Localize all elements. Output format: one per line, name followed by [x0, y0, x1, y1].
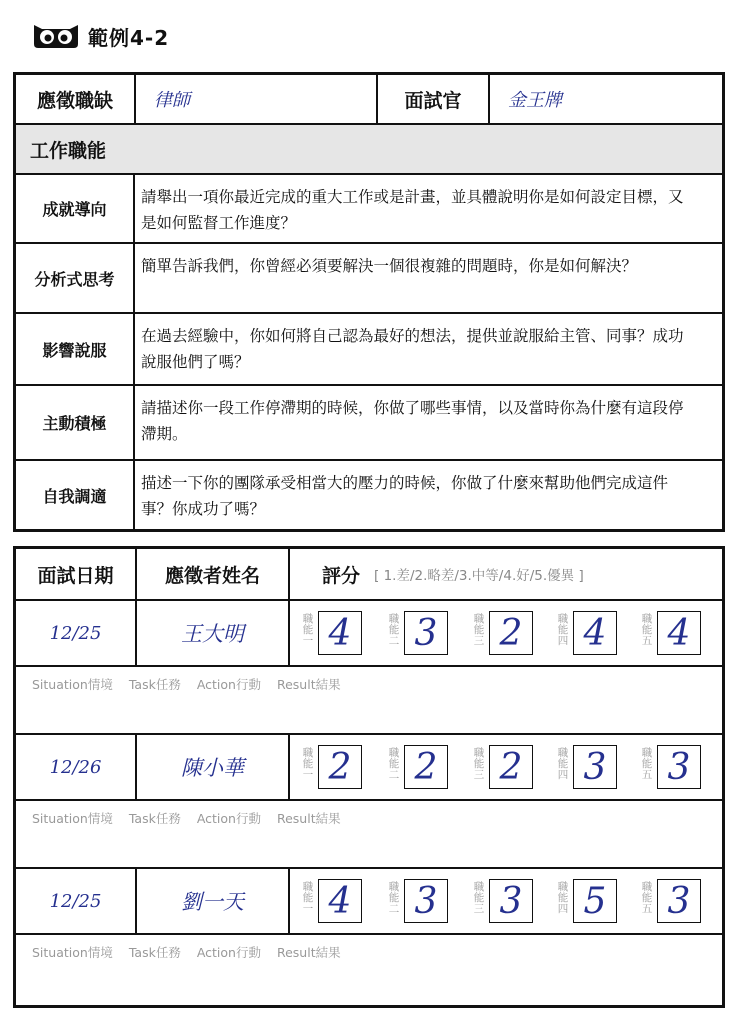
score-group	[290, 735, 722, 799]
owl-logo-icon	[32, 22, 80, 50]
candidate-row	[16, 735, 722, 801]
competency-table	[13, 72, 725, 532]
score-box[interactable]: 3	[489, 879, 533, 923]
evaluation-table	[13, 546, 725, 1008]
score-header	[290, 549, 722, 599]
task-label: Task任務	[128, 677, 181, 692]
skill-label: 職能四	[557, 747, 569, 781]
skill-label: 職能三	[473, 747, 485, 781]
candidate-name[interactable]: 劉一天	[137, 869, 290, 933]
competency-row	[16, 386, 722, 461]
score-group	[290, 601, 722, 665]
situation-label: Situation情境	[32, 945, 113, 960]
date-header: 面試日期	[16, 549, 137, 599]
result-label: Result結果	[276, 677, 341, 692]
score-box[interactable]: 4	[318, 879, 362, 923]
candidate-date[interactable]: 12/25	[16, 601, 137, 665]
candidate-row	[16, 601, 722, 667]
competency-label: 主動積極	[16, 386, 135, 459]
interviewer-field[interactable]: 金王牌	[508, 90, 562, 111]
action-label: Action行動	[196, 811, 261, 826]
task-label: Task任務	[128, 811, 181, 826]
situation-label: Situation情境	[32, 811, 113, 826]
skill-label: 職能四	[557, 613, 569, 647]
evaluation-header-row	[16, 549, 722, 601]
score-box[interactable]: 2	[404, 745, 448, 789]
position-label: 應徵職缺	[16, 75, 136, 123]
score-box[interactable]: 4	[573, 611, 617, 655]
skill-label: 職能三	[473, 881, 485, 915]
competency-row	[16, 175, 722, 244]
competency-question: 簡單告訴我們，你曾經必須要解決一個很複雜的問題時，你是如何解決？	[141, 257, 638, 275]
competency-row	[16, 244, 722, 314]
score-group	[290, 869, 722, 933]
competency-label: 影響說服	[16, 314, 135, 384]
candidate-name[interactable]: 陳小華	[137, 735, 290, 799]
score-box[interactable]: 5	[573, 879, 617, 923]
candidate-date[interactable]: 12/26	[16, 735, 137, 799]
score-box[interactable]: 2	[318, 745, 362, 789]
position-field[interactable]: 律師	[136, 75, 378, 123]
result-label: Result結果	[276, 945, 341, 960]
score-box[interactable]: 4	[318, 611, 362, 655]
position-row	[16, 75, 722, 125]
candidate-name[interactable]: 王大明	[137, 601, 290, 665]
competency-label: 分析式思考	[16, 244, 135, 312]
page-header	[32, 20, 169, 52]
skill-label: 職能五	[641, 747, 653, 781]
skill-label: 職能一	[302, 747, 314, 781]
score-box[interactable]: 3	[404, 879, 448, 923]
competency-label: 成就導向	[16, 175, 135, 242]
candidate-date[interactable]: 12/25	[16, 869, 137, 933]
competency-question: 描述一下你的團隊承受相當大的壓力的時候，你做了什麼來幫助他們完成這件事？你成功了嗎？	[141, 474, 669, 518]
skill-label: 職能二	[388, 613, 400, 647]
score-box[interactable]: 2	[489, 745, 533, 789]
skill-label: 職能三	[473, 613, 485, 647]
competency-row	[16, 461, 722, 529]
skill-label: 職能五	[641, 613, 653, 647]
skill-label: 職能一	[302, 613, 314, 647]
competency-question: 請描述你一段工作停滯期的時候，你做了哪些事情，以及當時你為什麼有這段停滯期。	[141, 399, 684, 443]
competency-row	[16, 314, 722, 386]
score-title: 評分	[322, 564, 361, 587]
action-label: Action行動	[196, 945, 261, 960]
star-notes-area[interactable]	[16, 935, 722, 1005]
competency-label: 自我調適	[16, 461, 135, 529]
star-notes-area[interactable]	[16, 667, 722, 735]
candidate-row	[16, 869, 722, 935]
section-title: 工作職能	[16, 125, 722, 175]
page-title: 範例4-2	[88, 25, 170, 50]
name-header: 應徵者姓名	[137, 549, 290, 599]
skill-label: 職能一	[302, 881, 314, 915]
task-label: Task任務	[128, 945, 181, 960]
score-scale: [ 1.差/2.略差/3.中等/4.好/5.優異 ]	[374, 568, 584, 584]
star-notes-area[interactable]	[16, 801, 722, 869]
competency-question: 在過去經驗中，你如何將自己認為最好的想法，提供並說服給主管、同事？成功說服他們了嗎？	[141, 327, 684, 371]
result-label: Result結果	[276, 811, 341, 826]
score-box[interactable]: 3	[404, 611, 448, 655]
score-box[interactable]: 3	[657, 879, 701, 923]
competency-question: 請舉出一項你最近完成的重大工作或是計畫，並具體說明你是如何設定目標，又是如何監督工作進度？	[141, 188, 684, 232]
score-box[interactable]: 3	[573, 745, 617, 789]
skill-label: 職能二	[388, 881, 400, 915]
score-box[interactable]: 3	[657, 745, 701, 789]
score-box[interactable]: 2	[489, 611, 533, 655]
skill-label: 職能二	[388, 747, 400, 781]
skill-label: 職能四	[557, 881, 569, 915]
situation-label: Situation情境	[32, 677, 113, 692]
action-label: Action行動	[196, 677, 261, 692]
score-box[interactable]: 4	[657, 611, 701, 655]
interviewer-label: 面試官	[378, 75, 490, 123]
skill-label: 職能五	[641, 881, 653, 915]
